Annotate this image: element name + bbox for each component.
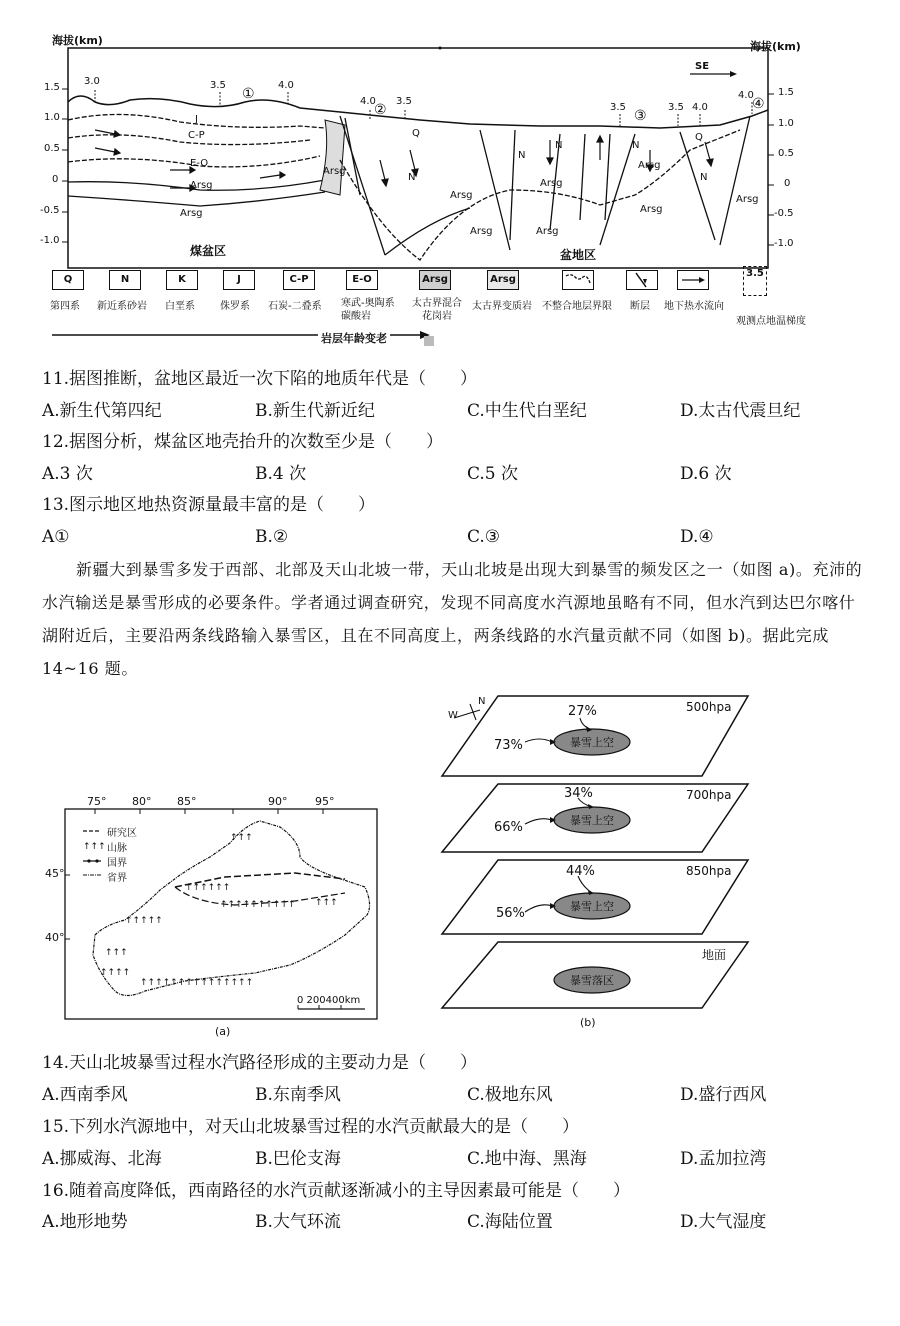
stratum-label: Arsg <box>180 208 203 219</box>
q11-option-c[interactable]: C.中生代白垩纪 <box>467 401 587 421</box>
svg-text:↑↑↑: ↑↑↑ <box>105 948 128 958</box>
left-tick: -0.5 <box>40 205 60 216</box>
stratum-label: Arsg <box>450 190 473 201</box>
region-label-coal-basin: 煤盆区 <box>190 244 227 258</box>
legend-swatch-fault <box>626 270 658 290</box>
site-marker-3: ③ <box>634 108 647 124</box>
legend-swatch-gradient: 3.5 <box>743 266 767 296</box>
question-13-stem: 13.图示地区地热资源量最丰富的是（ ） <box>42 495 376 515</box>
legend-swatch-arsg-metamorphic: Arsg <box>487 270 519 290</box>
map-legend-research-area: 研究区 <box>107 828 137 839</box>
q12-option-c[interactable]: C.5 次 <box>467 464 519 484</box>
q12-option-a[interactable]: A.3 次 <box>42 464 93 484</box>
svg-text:↑↑↑↑↑↑↑↑↑↑: ↑↑↑↑↑↑↑↑↑↑ <box>220 900 296 910</box>
layer-center-label: 暴雪落区 <box>570 974 614 987</box>
gradient-label: 3.5 <box>668 102 684 113</box>
layer-left-pct: 66% <box>494 820 523 835</box>
legend-label: 地下热水流向 <box>664 301 724 312</box>
stratum-label: N <box>700 172 708 183</box>
left-tick: 1.0 <box>44 112 60 123</box>
q16-option-b[interactable]: B.大气环流 <box>255 1212 341 1232</box>
layer-level: 850hpa <box>686 864 732 878</box>
legend-swatch-cp: C-P <box>283 270 315 290</box>
q13-option-b[interactable]: B.② <box>255 527 289 547</box>
stratum-label: Arsg <box>536 226 559 237</box>
gradient-label: 4.0 <box>692 102 708 113</box>
stratum-label: N <box>408 172 416 183</box>
stratum-label: E-O <box>190 158 209 169</box>
lon-label: 80° <box>132 795 152 808</box>
svg-text:↑↑↑↑↑↑: ↑↑↑↑↑↑ <box>185 883 231 893</box>
gradient-label: 3.5 <box>396 96 412 107</box>
age-arrow-label: 岩层年龄变老 <box>318 330 390 346</box>
legend-swatch-k: K <box>166 270 198 290</box>
left-tick: -1.0 <box>40 235 60 246</box>
map-legend-province: 省界 <box>107 873 127 884</box>
legend-label: 断层 <box>630 301 650 312</box>
q16-option-d[interactable]: D.大气湿度 <box>680 1212 767 1232</box>
gradient-label: 3.5 <box>610 102 626 113</box>
q15-option-a[interactable]: A.挪威海、北海 <box>42 1149 162 1169</box>
layer-left-pct: 73% <box>494 738 523 753</box>
lon-label: 95° <box>315 795 335 808</box>
svg-text:↑↑↑↑↑: ↑↑↑↑↑ <box>125 916 163 926</box>
stratum-label: Arsg <box>640 204 663 215</box>
legend-swatch-flow <box>677 270 709 290</box>
layer-level: 500hpa <box>686 700 732 714</box>
map-a-figure <box>45 795 390 1045</box>
right-tick: 1.0 <box>778 118 794 129</box>
map-a-caption: (a) <box>215 1025 231 1038</box>
lon-label: 75° <box>87 795 107 808</box>
right-tick: 0.5 <box>778 148 794 159</box>
layer-center-label: 暴雪上空 <box>570 900 614 913</box>
question-14-stem: 14.天山北坡暴雪过程水汽路径形成的主要动力是（ ） <box>42 1053 478 1073</box>
question-15-stem: 15.下列水汽源地中，对天山北坡暴雪过程的水汽贡献最大的是（ ） <box>42 1117 580 1137</box>
right-tick: -0.5 <box>774 208 794 219</box>
gradient-label: 3.0 <box>84 76 100 87</box>
stratum-label: Arsg <box>638 160 661 171</box>
svg-text:↑↑↑↑↑↑↑↑↑↑↑↑↑↑↑: ↑↑↑↑↑↑↑↑↑↑↑↑↑↑↑ <box>140 978 254 988</box>
map-legend-border: 国界 <box>107 858 127 869</box>
q15-option-c[interactable]: C.地中海、黑海 <box>467 1149 587 1169</box>
lat-label: 45° <box>45 867 65 880</box>
legend-label: 观测点地温梯度 <box>736 316 806 327</box>
stratum-label: J <box>195 114 198 125</box>
map-scale: 0 200400km <box>297 995 361 1006</box>
layer-center-label: 暴雪上空 <box>570 814 614 827</box>
gradient-label: 3.5 <box>210 80 226 91</box>
stratum-label: C-P <box>188 130 205 141</box>
q15-option-d[interactable]: D.孟加拉湾 <box>680 1149 767 1169</box>
q11-option-d[interactable]: D.太古代震旦纪 <box>680 401 801 421</box>
legend-label: 白垩系 <box>165 301 195 312</box>
q12-option-b[interactable]: B.4 次 <box>255 464 307 484</box>
site-marker-2: ② <box>374 102 387 118</box>
diagram-b-caption: (b) <box>580 1016 596 1029</box>
svg-text:↑↑↑↑: ↑↑↑↑ <box>100 968 131 978</box>
left-tick: 0.5 <box>44 143 60 154</box>
legend-label: 石炭-二叠系 <box>268 301 322 312</box>
diagram-b-figure <box>440 690 770 1035</box>
compass-w: W <box>448 710 458 721</box>
q13-option-d[interactable]: D.④ <box>680 527 714 547</box>
left-axis-title: 海拔(km) <box>52 34 103 47</box>
legend-label: 第四系 <box>50 301 80 312</box>
stratum-label: Q <box>695 132 703 143</box>
stratum-label: Arsg <box>470 226 493 237</box>
layer-top-pct: 27% <box>568 704 597 719</box>
map-legend-mountain: 山脉 <box>107 843 127 854</box>
q16-option-a[interactable]: A.地形地势 <box>42 1212 128 1232</box>
q15-option-b[interactable]: B.巴伦支海 <box>255 1149 341 1169</box>
stratum-label: N <box>518 150 526 161</box>
right-tick: 1.5 <box>778 87 794 98</box>
stratum-label: Q <box>412 128 420 139</box>
right-tick: 0 <box>784 178 791 189</box>
q11-option-a[interactable]: A.新生代第四纪 <box>42 401 162 421</box>
legend-swatch-q: Q <box>52 270 84 290</box>
layer-level: 地面 <box>702 948 727 962</box>
svg-text:↑↑↑: ↑↑↑ <box>83 842 106 852</box>
site-marker-4: ④ <box>752 96 765 112</box>
stratum-label: Arsg <box>190 180 213 191</box>
q14-option-b[interactable]: B.东南季风 <box>255 1085 341 1105</box>
compass-n: N <box>478 696 486 707</box>
left-tick: 0 <box>52 174 59 185</box>
q16-option-c[interactable]: C.海陆位置 <box>467 1212 553 1232</box>
lat-label: 40° <box>45 931 65 944</box>
direction-label: SE <box>695 61 710 72</box>
lon-label: 90° <box>268 795 288 808</box>
right-tick: -1.0 <box>774 238 794 249</box>
left-tick: 1.5 <box>44 82 60 93</box>
scan-artifact <box>424 336 434 346</box>
passage-text: 新疆大到暴雪多发于西部、北部及天山北坡一带，天山北坡是出现大到暴雪的频发区之一（如图 a)。充沛的水汽输送是暴雪形成的必要条件。学者通过调查研究，发现不同高度水汽源地虽略有不同，但水汽到达巴尔喀什湖附近后，主要沿两条线路输入暴雪区，且在不同高度上，两条线路的水汽量贡献不同（如图 b)。据此完成 14~16 题。 <box>42 560 863 678</box>
legend-label: 寒武-奥陶系碳酸岩 <box>341 298 395 322</box>
question-11-stem: 11.据图推断，盆地区最近一次下陷的地质年代是（ ） <box>42 369 478 389</box>
legend-label: 侏罗系 <box>220 301 250 312</box>
layer-top-pct: 44% <box>566 864 595 879</box>
gradient-label: 4.0 <box>278 80 294 91</box>
svg-text:↑↑↑: ↑↑↑ <box>315 898 338 908</box>
stratum-label: Arsg <box>540 178 563 189</box>
legend-swatch-j: J <box>223 270 255 290</box>
stratum-label: Arsg <box>323 166 346 177</box>
site-marker-1: ① <box>242 86 255 102</box>
layer-center-label: 暴雪上空 <box>570 736 614 749</box>
stratum-label: N <box>632 140 640 151</box>
legend-label: 太古界变质岩 <box>472 301 532 312</box>
svg-text:↑↑↑: ↑↑↑ <box>230 833 253 843</box>
q13-option-a[interactable]: A① <box>42 527 70 547</box>
q14-option-a[interactable]: A.西南季风 <box>42 1085 128 1105</box>
q14-option-d[interactable]: D.盛行西风 <box>680 1085 767 1105</box>
question-12-stem: 12.据图分析，煤盆区地壳抬升的次数至少是（ ） <box>42 432 444 452</box>
legend-swatch-arsg-granite: Arsg <box>419 270 451 290</box>
gradient-label: 4.0 <box>360 96 376 107</box>
layer-left-pct: 56% <box>496 906 525 921</box>
q14-option-c[interactable]: C.极地东风 <box>467 1085 553 1105</box>
legend-label: 太古界混合花岗岩 <box>412 298 462 322</box>
stratum-label: N <box>555 140 563 151</box>
right-axis-title: 海拔(km) <box>750 40 801 53</box>
gradient-label: 4.0 <box>738 90 754 101</box>
lon-label: 85° <box>177 795 197 808</box>
q12-option-d[interactable]: D.6 次 <box>680 464 732 484</box>
legend-label: 新近系砂岩 <box>97 301 147 312</box>
legend-label: 不整合地层界限 <box>542 301 612 312</box>
question-16-stem: 16.随着高度降低，西南路径的水汽贡献逐渐减小的主导因素最可能是（ ） <box>42 1181 631 1201</box>
layer-level: 700hpa <box>686 788 732 802</box>
region-label-basin: 盆地区 <box>560 248 597 262</box>
stratum-label: Arsg <box>736 194 759 205</box>
legend-swatch-unconformity <box>562 270 594 290</box>
q13-option-c[interactable]: C.③ <box>467 527 501 547</box>
legend-swatch-n: N <box>109 270 141 290</box>
cross-section-figure <box>40 30 810 270</box>
legend-swatch-eo: E-O <box>346 270 378 290</box>
layer-top-pct: 34% <box>564 786 593 801</box>
q11-option-b[interactable]: B.新生代新近纪 <box>255 401 375 421</box>
